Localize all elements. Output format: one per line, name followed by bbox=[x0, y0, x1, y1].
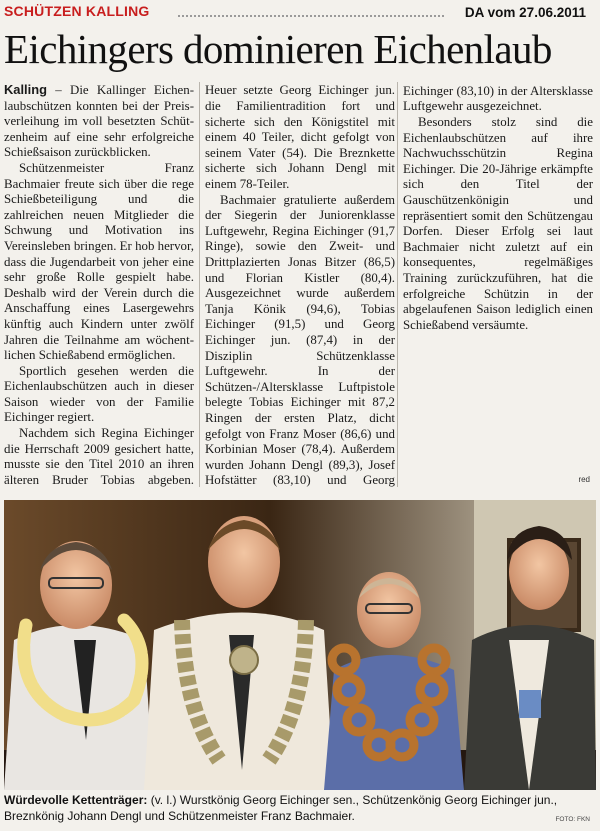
column-rule bbox=[397, 82, 398, 487]
coat-of-arms-badge bbox=[519, 690, 541, 718]
article-paragraph: Bachmaier gratulierte außerdem der Siegerin der Juniorenklasse Luftgewehr, Regina Eichinger (91,7 Ringe), sowie den Zweit- und Drittplazierten Jonas Bitzer (86,5) und Florian Kistler (80,4). Ausgezeichnet wurde außerdem Tanja Könik (94,6), Tobias Eichinger (91,5) und Georg Eichinger jun. (87,4) in der Disziplin Schützenklasse Luftgewehr. In der Schützen-/Altersklasse Luftpistole belegte Tobias Eichinger mit 87,2 Ringen der ersten Platz, dicht gefolgt von Franz Moser (86,6) und Korbinian Moser (78,4). Außerdem wurden Johann Dengl (89,3), Josef Hofstätter (83,10) und Georg bbox=[205, 192, 395, 487]
article-headline: Eichingers dominieren Eichenlaub bbox=[4, 26, 552, 72]
article-body-continued bbox=[403, 82, 593, 333]
article-paragraph: Sportlich gesehen werden die Eichenlaubschützen auch in dieser Saison wieder von der Familie Eichinger regiert. bbox=[4, 363, 194, 425]
kicker-divider bbox=[178, 15, 444, 17]
lead-text: – Die Kallinger Eichenlaubschützen konnten bei der Preisverleihung im voll besetzten Schützenheim auf eine sehr erfolgreiche Schießsaison zurückblicken. bbox=[4, 83, 194, 160]
lead-place: Kalling bbox=[4, 82, 47, 97]
section-kicker: SCHÜTZEN KALLING bbox=[4, 3, 150, 19]
article-column-1 bbox=[4, 82, 194, 487]
author-signature: red bbox=[578, 475, 590, 484]
article-column-2 bbox=[205, 82, 395, 487]
photo-credit: FOTO: FKN bbox=[555, 816, 590, 823]
article-paragraph-lead bbox=[4, 82, 194, 161]
article-paragraph: Heuer setzte Georg Eichinger jun. die Familientradition fort und sicherte sich den Königstitel mit einem 40 Teiler, dicht gefolgt von seinem Vater (54). Die Breznkette sicherte sich Johann Dengl mit einem 78-Teiler. bbox=[205, 83, 395, 191]
article-body bbox=[4, 82, 194, 487]
publication-dateline: DA vom 27.06.2011 bbox=[464, 5, 586, 20]
caption-lead: Würdevolle Kettenträger: bbox=[4, 793, 148, 807]
caption-text: (v. l.) Wurstkönig Georg Eichinger sen., Schützenkönig Georg Eichinger jun., Breznkönig Johann Dengl und Schützenmeister Franz Bachmaier. bbox=[4, 793, 558, 823]
article-paragraph: Eichinger (83,10) in der Altersklasse Luftgewehr ausgezeichnet. bbox=[403, 83, 593, 114]
article-paragraph: Nachdem sich Regina Eichinger die Herrschaft 2009 gesichert hatte, musste sie den Titel 2010 an ihren älteren Bruder Tobias abgeben. bbox=[4, 426, 194, 487]
column-rule bbox=[199, 82, 200, 487]
group-photo-illustration bbox=[4, 500, 596, 790]
group-photo bbox=[4, 500, 596, 790]
article-column-3 bbox=[403, 82, 593, 487]
article-paragraph: Schützenmeister Franz Bachmaier freute sich über die rege Schießbeteiligung und die zahlreichen neuen Mitglieder die Schwung und Motivation ins Vereinsleben bringen. Er hob hervor, dass die Jugendarbeit von jeher eine sehr große Rolle gespielt habe. Deshalb wird der Verein durch die Anschaffung eines Lasergewehrs künftig auch Kindern unter zwölf Jahren die Teilnahme am wöchentlichen Schießabend ermöglichen. bbox=[4, 160, 194, 363]
article-body-continued bbox=[205, 82, 395, 487]
photo-caption bbox=[4, 792, 596, 824]
article-paragraph: Besonders stolz sind die Eichenlaubschützen auf ihre Nachwuchsschützin Regina Eichinger. Die 20-Jährige erkämpfte sich den Titel der Gauschützenkönigin und repräsentiert somit den Schützengau Dorfen. Dieser Erfolg sei laut Bachmaier nicht zuletzt auf ein konsequentes, regelmäßiges Training zurückzuführen, hat die erfolgreiche Schützin in der abgelaufenen Saison lediglich einen Schießabend versäumte. bbox=[403, 115, 593, 332]
